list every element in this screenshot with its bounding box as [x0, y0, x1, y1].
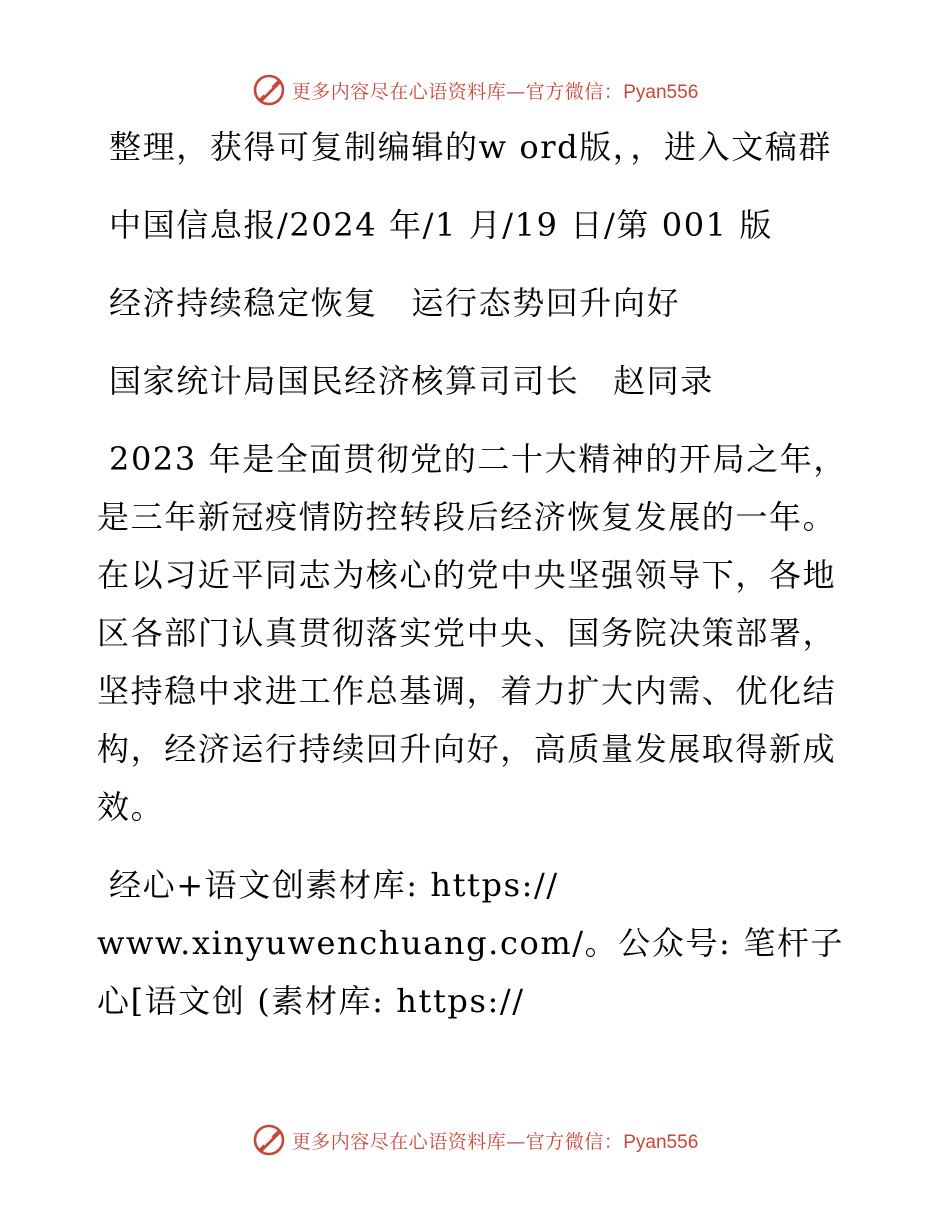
source-line: 中国信息报/2024 年/1 月/19 日/第 001 版 — [109, 206, 773, 244]
watermark-account: Pyan556 — [623, 1131, 699, 1153]
watermark-text: 更多内容尽在心语资料库—官方微信：Pyan556 — [291, 1130, 699, 1153]
material-link-line: 经心+语文创素材库: https:// — [109, 866, 559, 904]
header-watermark — [0, 70, 950, 110]
watermark-account: Pyan556 — [623, 81, 699, 103]
quill-logo-icon — [252, 73, 286, 107]
quill-logo-icon — [252, 1123, 286, 1157]
article-paragraph: 2023 年是全面贯彻党的二十大精神的开局之年，是三年新冠疫情防控转段后经济恢复发展的一年。在以习近平同志为核心的党中央坚强领导下，各地区各部门认真贯彻落实党中央、国务院决策部署，坚持稳中求进工作总基调，着力扩大内需、优化结构，经济运行持续回升向好，高质量发展取得新成效。 — [97, 440, 848, 826]
author-line: 国家统计局国民经济核算司司长 赵同录 — [109, 362, 714, 400]
material-link-continued: www.xinyuwenchuang.com/。公众号: 笔杆子心[语文创 (素材库: https:// — [97, 924, 845, 1020]
document-body — [97, 118, 849, 1030]
footer-watermark — [0, 1120, 950, 1160]
intro-note: 整理，获得可复制编辑的w ord版，，进入文稿群 — [109, 128, 833, 166]
watermark-text: 更多内容尽在心语资料库—官方微信：Pyan556 — [291, 80, 699, 103]
article-headline: 经济持续稳定恢复 运行态势回升向好 — [109, 284, 681, 322]
